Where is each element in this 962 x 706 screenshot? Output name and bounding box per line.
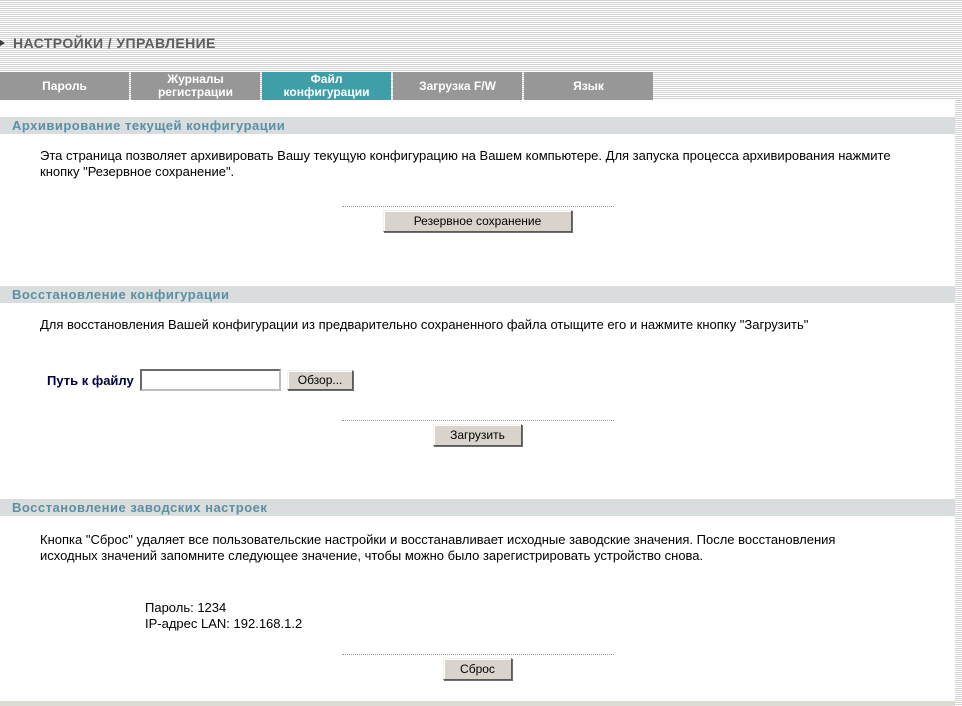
arrow-icon (0, 38, 5, 48)
tab-bar (0, 72, 655, 100)
factory-reset-description: Кнопка "Сброс" удаляет все пользовательские настройки и восстанавливает исходные заводские значения. После восстановления исходных значений запомните следующее значение, чтобы можно было зарегистрировать устройство снова. (40, 532, 836, 563)
default-credentials (145, 600, 955, 632)
header-banner (0, 0, 962, 100)
section-header-restore: Восстановление конфигурации (0, 286, 955, 303)
file-path-input[interactable] (140, 369, 281, 391)
right-edge-stripe (955, 0, 962, 706)
tab-fw-upload[interactable]: Загрузка F/W (393, 72, 522, 100)
content (0, 100, 955, 680)
backup-button-row (0, 210, 955, 232)
tab-config-file[interactable]: Файл конфигурации (262, 72, 391, 100)
default-password-line: Пароль: 1234 (145, 600, 227, 615)
bottom-edge-strip (0, 701, 955, 706)
file-path-row (47, 369, 955, 391)
section-header-backup: Архивирование текущей конфигурации (0, 117, 955, 134)
file-path-label: Путь к файлу (47, 372, 134, 388)
backup-divider (342, 206, 614, 207)
page-title: НАСТРОЙКИ / УПРАВЛЕНИЕ (13, 35, 216, 51)
browse-button[interactable]: Обзор... (287, 370, 354, 390)
tab-language[interactable]: Язык (524, 72, 653, 100)
backup-description: Эта страница позволяет архивировать Вашу текущую конфигурацию на Вашем компьютере. Для запуска процесса архивирования нажмите кнопку "Резервное сохранение". (40, 148, 891, 179)
reset-button-row (0, 658, 955, 680)
backup-button[interactable]: Резервное сохранение (383, 210, 573, 232)
factory-reset-divider (342, 654, 614, 655)
upload-button[interactable]: Загрузить (433, 424, 522, 446)
default-ip-line: IP-адрес LAN: 192.168.1.2 (145, 616, 303, 631)
title-row (0, 35, 216, 51)
reset-button[interactable]: Сброс (443, 658, 512, 680)
section-header-factory-reset: Восстановление заводских настроек (0, 499, 955, 516)
restore-description: Для восстановления Вашей конфигурации из предварительно сохраненного файла отыщите его и нажмите кнопку "Загрузить" (40, 317, 809, 332)
upload-button-row (0, 424, 955, 446)
tab-password[interactable]: Пароль (0, 72, 129, 100)
tab-logs[interactable]: Журналы регистрации (131, 72, 260, 100)
restore-divider (342, 420, 614, 421)
